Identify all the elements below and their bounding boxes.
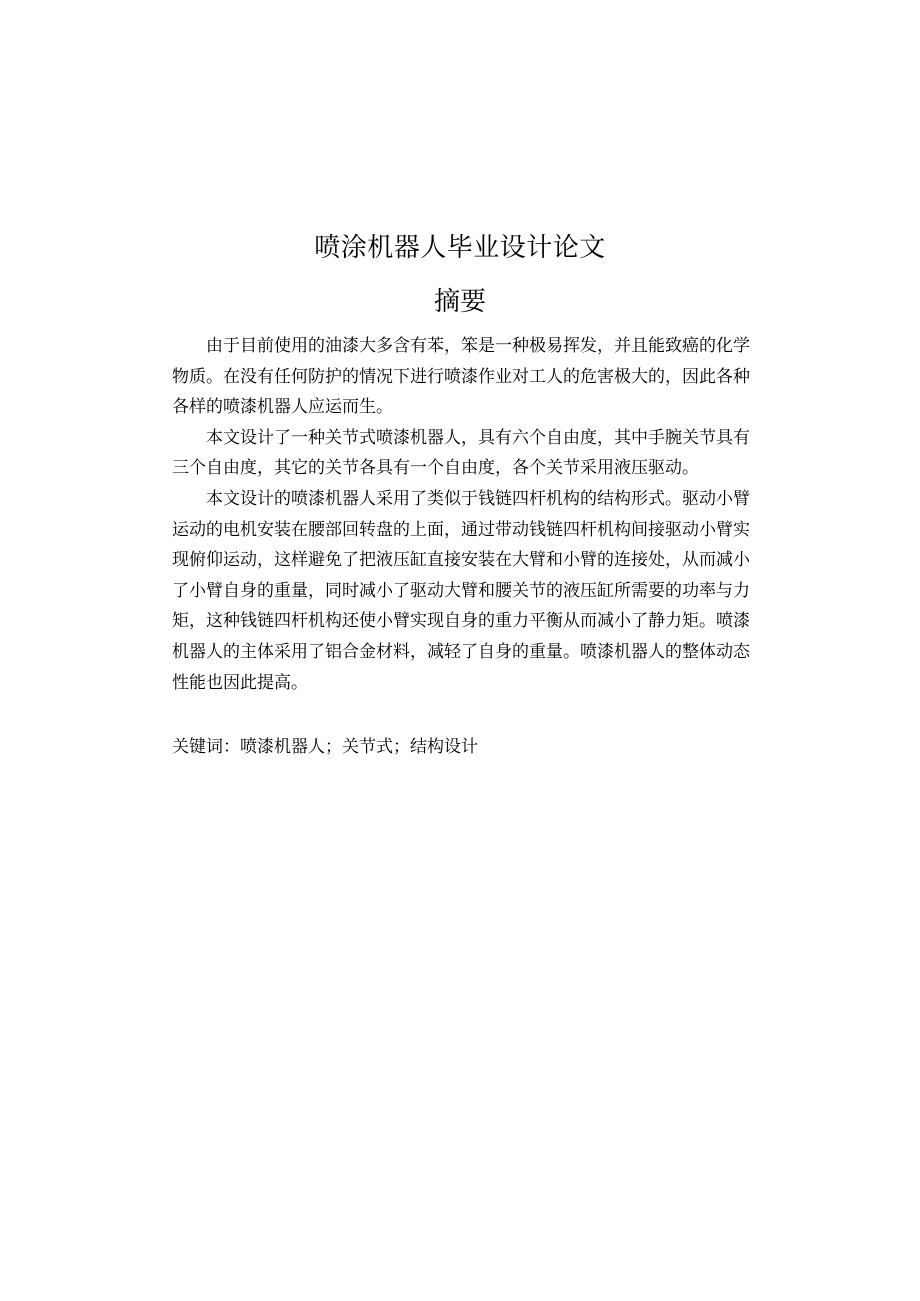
abstract-paragraph: 本文设计了一种关节式喷漆机器人，具有六个自由度，其中手腕关节具有三个自由度，其它的关节各具有一个自由度，各个关节采用液压驱动。 [172,427,750,479]
keywords-line: 关键词：喷漆机器人；关节式；结构设计 [172,737,478,757]
document-title: 喷涂机器人毕业设计论文 [314,233,606,263]
abstract-paragraph: 由于目前使用的油漆大多含有苯，笨是一种极易挥发，并且能致癌的化学物质。在没有任何防护的情况下进行喷漆作业对工人的危害极大的，因此各种各样的喷漆机器人应运而生。 [172,336,750,418]
abstract-body [172,331,750,698]
abstract-paragraph: 本文设计的喷漆机器人采用了类似于钱链四杆机构的结构形式。驱动小臂运动的电机安装在腰部回转盘的上面，通过带动钱链四杆机构间接驱动小臂实现俯仰运动，这样避免了把液压缸直接安装在大臂和小臂的连接处，从而减小了小臂自身的重量，同时减小了驱动大臂和腰关节的液压缸所需要的功率与力矩，这种钱链四杆机构还使小臂实现自身的重力平衡从而减小了静力矩。喷漆机器人的主体采用了铝合金材料，减轻了自身的重量。喷漆机器人的整体动态性能也因此提高。 [172,488,750,693]
abstract-heading: 摘要 [433,287,486,317]
